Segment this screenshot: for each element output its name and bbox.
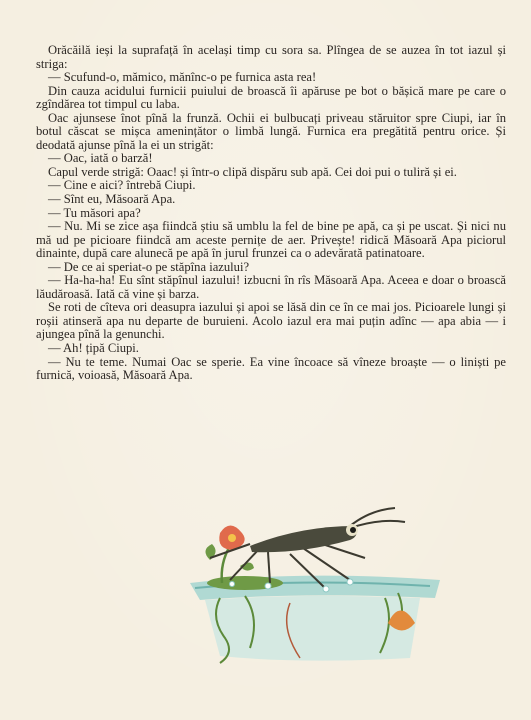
paragraph: — De ce ai speriat-o pe stăpîna iazului? xyxy=(48,259,250,274)
leaf-icon xyxy=(207,576,283,590)
insect-pupil xyxy=(350,527,356,533)
paragraph: Din cauza acidului furnicii puiului de broască îi apăruse pe bot o bășică mare pe care o zgîndărea tot timpul cu laba. xyxy=(36,83,506,112)
paragraph: Capul verde strigă: Oaac! și într-o clipă dispăru sub apă. Cei doi pui o tuliră și ei. xyxy=(48,164,457,179)
flower-icon xyxy=(205,526,254,584)
paragraph: — Ah! țipă Ciupi. xyxy=(48,341,139,356)
paragraph: Orăcăilă ieși la suprafață în același timp cu sora sa. Plîngea de se auzea în tot iazul și striga: xyxy=(36,43,506,71)
paragraph: — Nu. Mi se zice așa fiindcă știu să umblu la fel de bine pe apă, ca și pe uscat. Și nici nu mă ud pe picioare fiindcă am aceste pernițe de aer. Privește! ridică Măsoară Apa piciorul dinainte, după care alunecă pe apă în jurul frunzei ca o adevărată patinatoare. xyxy=(36,219,506,261)
story-text xyxy=(36,44,506,383)
paragraph: — Oac, iată o barză! xyxy=(48,151,153,166)
paragraph: — Cine e aici? întrebă Ciupi. xyxy=(48,178,196,193)
paragraph: — Scufund-o, mămico, mănînc-o pe furnica asta rea! xyxy=(48,70,317,85)
paragraph: — Tu măsori apa? xyxy=(48,205,141,220)
insect-body xyxy=(250,526,357,552)
paragraph: Se roti de cîteva ori deasupra iazului și apoi se lăsă din ce în ce mai jos. Picioarele lungi și roșii atinseră apa nu departe de buruieni. Acolo iazul era mai puțin adînc — apa abia — i ajungea pînă la genunchi. xyxy=(36,300,506,342)
paragraph: Oac ajunsese înot pînă la frunză. Ochii ei bulbucați priveau stăruitor spre Ciupi, iar în botul căscat se mișca amenințător o limbă lungă. Furnica era pregătită pentru orice. Și deodată ajunse pînă la ei un strigăt: xyxy=(36,110,506,152)
paragraph: — Sînt eu, Măsoară Apa. xyxy=(48,192,176,207)
paragraph: — Ha-ha-ha! Eu sînt stăpînul iazului! izbucni în rîs Măsoară Apa. Aceea e doar o broască lăudăroasă. Iată că vine și barza. xyxy=(36,273,506,301)
paragraph: — Nu te teme. Numai Oac se sperie. Ea vine încoace să vîneze broaște — o liniști pe furnică, voioasă, Măsoară Apa. xyxy=(36,354,506,383)
water-strider-illustration xyxy=(150,488,450,666)
